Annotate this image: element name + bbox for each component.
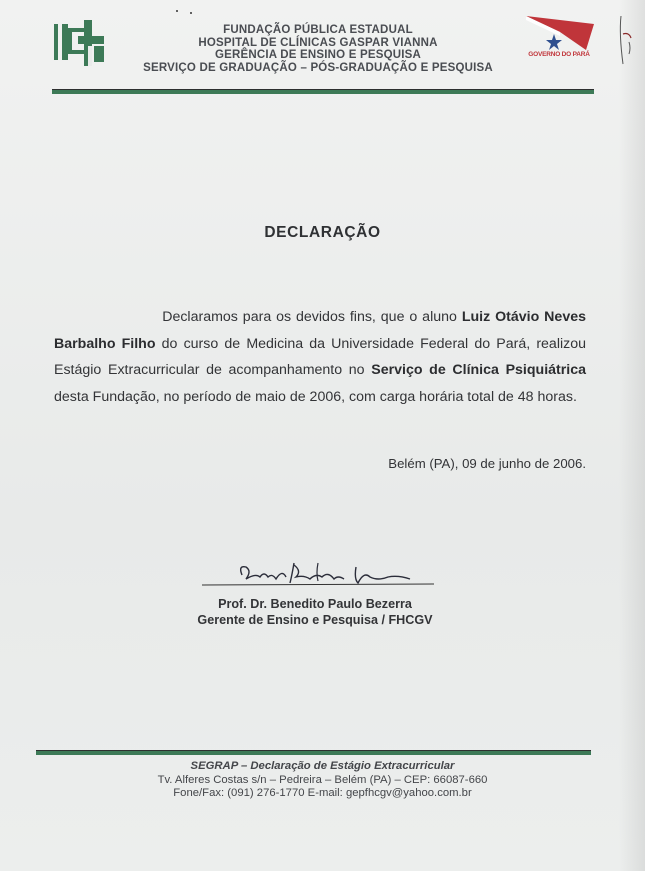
body-text-1: Declaramos para os devidos fins, que o aluno	[162, 309, 462, 325]
page-edge-shadow	[619, 0, 645, 871]
header-line-1: FUNDAÇÃO PÚBLICA ESTADUAL	[223, 24, 413, 36]
speck	[190, 12, 192, 14]
header-divider	[52, 89, 594, 94]
header-line-3: GERÊNCIA DE ENSINO E PESQUISA	[214, 49, 422, 61]
signatory-role: Gerente de Ensino e Pesquisa / FHCGV	[197, 612, 433, 627]
footer-address: Tv. Alferes Costas s/n – Pedreira – Belém (PA) – CEP: 66087-660	[157, 773, 488, 786]
date-line: Belém (PA), 09 de junho de 2006.	[388, 456, 586, 471]
footer-title: SEGRAP – Declaração de Estágio Extracurricular	[190, 760, 455, 772]
signatory-block	[140, 597, 490, 628]
service-name: Serviço de Clínica Psiquiátrica	[371, 362, 586, 378]
student-name: Luiz Otávio Neves Barbalho Filho	[54, 309, 586, 352]
hospital-logo-icon	[54, 20, 108, 70]
body-text-3: desta Fundação, no período de maio de 2006, com carga horária total de 48 horas.	[54, 388, 577, 405]
footer	[0, 760, 645, 801]
speck	[176, 10, 178, 12]
document-title: DECLARAÇÃO	[264, 224, 381, 241]
footer-divider	[36, 750, 591, 755]
gov-label: GOVERNO DO PARÁ	[528, 51, 590, 58]
declaration-paragraph	[54, 304, 586, 410]
header-line-2: HOSPITAL DE CLÍNICAS GASPAR VIANNA	[198, 36, 438, 49]
footer-contact: Fone/Fax: (091) 276-1770 E-mail: gepfhcgv@yahoo.com.br	[173, 787, 472, 799]
handwritten-signature	[198, 557, 438, 591]
body-text-2: do curso de Medicina da Universidade Federal do Pará, realizou Estágio Extracurricular de acompanhamento no	[54, 335, 587, 378]
institution-header	[118, 24, 518, 74]
header-line-4: SERVIÇO DE GRADUAÇÃO – PÓS-GRADUAÇÃO E PESQUISA	[143, 61, 493, 74]
ink-mark	[615, 14, 635, 68]
signatory-name: Prof. Dr. Benedito Paulo Bezerra	[218, 597, 412, 611]
